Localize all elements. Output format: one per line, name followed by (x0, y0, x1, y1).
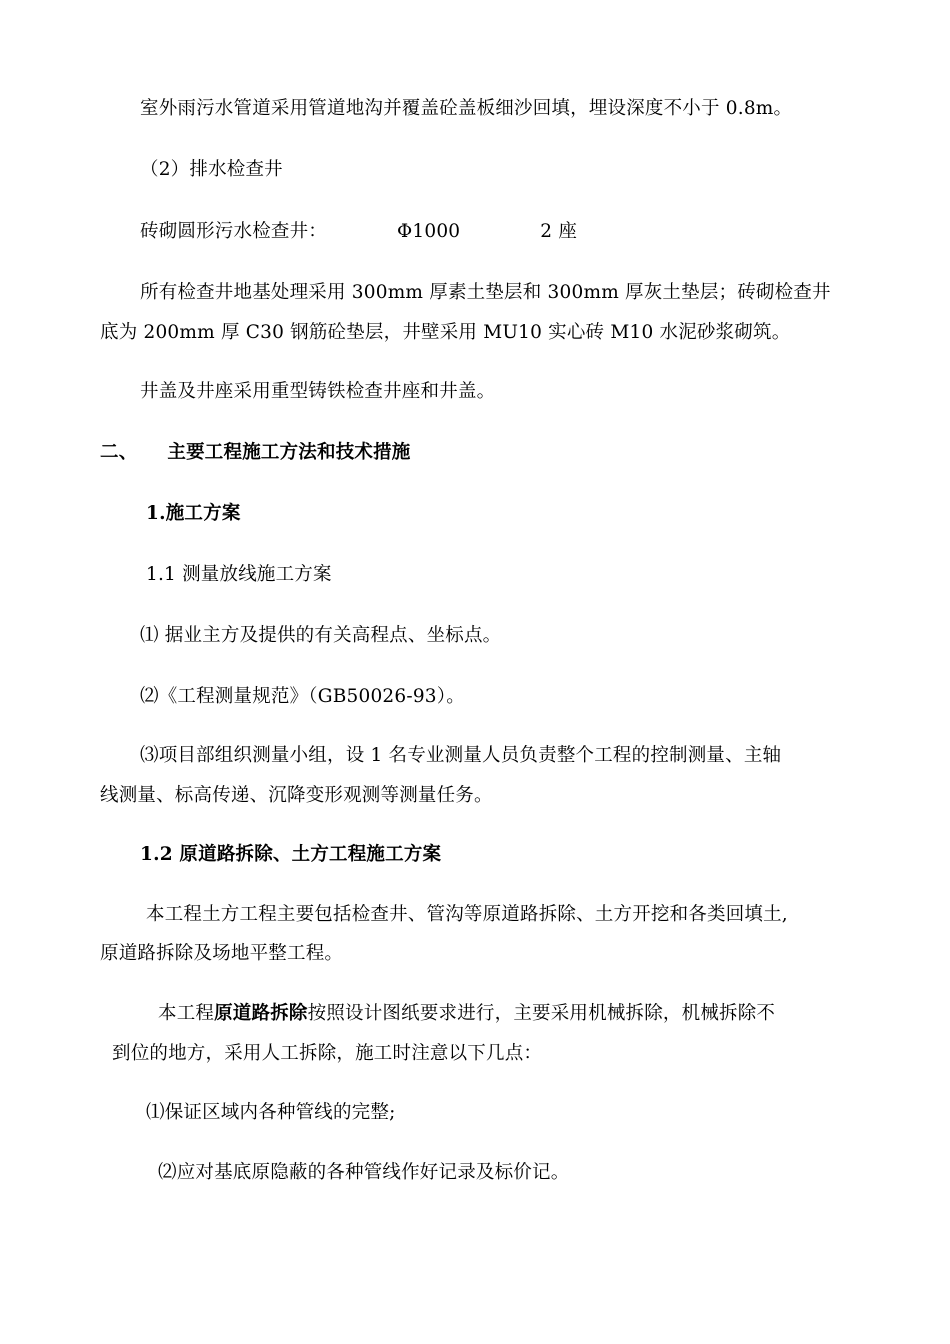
paragraph-demolition-line1 (158, 1001, 775, 1027)
heading-number: 二、 (100, 442, 138, 463)
heading-construction-plan: 1.施工方案 (146, 503, 241, 524)
list-item-survey-1: ⑴ 据业主方及提供的有关高程点、坐标点。 (140, 625, 502, 646)
paragraph-manhole-spec (140, 219, 577, 245)
heading-title: 主要工程施工方法和技术措施 (167, 442, 411, 463)
demolition-emphasis: 原道路拆除 (214, 1003, 308, 1024)
paragraph-earthwork-line2: 原道路拆除及场地平整工程。 (100, 943, 344, 964)
paragraph-cover: 井盖及井座采用重型铸铁检查井座和井盖。 (140, 381, 496, 402)
paragraph-demolition-line2: 到位的地方，采用人工拆除，施工时注意以下几点： (112, 1043, 543, 1064)
list-item-demolition-2: ⑵应对基底原隐蔽的各种管线作好记录及标价记。 (158, 1162, 570, 1183)
heading-demolition-plan: 1.2 原道路拆除、土方工程施工方案 (140, 844, 442, 865)
list-item-demolition-1: ⑴保证区域内各种管线的完整; (146, 1102, 396, 1123)
heading-section-two (100, 440, 411, 466)
paragraph-earthwork-line1: 本工程土方工程主要包括检查井、管沟等原道路拆除、土方开挖和各类回填土, (146, 904, 788, 925)
subheading-manhole: （2）排水检查井 (140, 159, 283, 180)
demolition-post: 按照设计图纸要求进行，主要采用机械拆除，机械拆除不 (307, 1003, 776, 1024)
heading-survey-plan: 1.1 测量放线施工方案 (146, 564, 332, 585)
manhole-quantity: 2 座 (540, 221, 578, 242)
paragraph-outdoor-pipe: 室外雨污水管道采用管道地沟并覆盖砼盖板细沙回填，埋设深度不小于 0.8m。 (140, 98, 793, 119)
demolition-pre: 本工程 (158, 1003, 215, 1024)
list-item-survey-3-line1: ⑶项目部组织测量小组，设 1 名专业测量人员负责整个工程的控制测量、主轴 (140, 745, 782, 766)
manhole-diameter: Φ1000 (397, 221, 461, 242)
list-item-survey-3-line2: 线测量、标高传递、沉降变形观测等测量任务。 (100, 785, 493, 806)
paragraph-foundation-line2: 底为 200mm 厚 C30 钢筋砼垫层，井壁采用 MU10 实心砖 M10 水泥砂浆砌筑。 (100, 322, 791, 343)
manhole-label: 砖砌圆形污水检查井： (140, 221, 328, 242)
paragraph-foundation-line1: 所有检查井地基处理采用 300mm 厚素土垫层和 300mm 厚灰土垫层；砖砌检查井 (140, 282, 831, 303)
list-item-survey-2: ⑵《工程测量规范》（GB50026-93）。 (140, 686, 465, 707)
